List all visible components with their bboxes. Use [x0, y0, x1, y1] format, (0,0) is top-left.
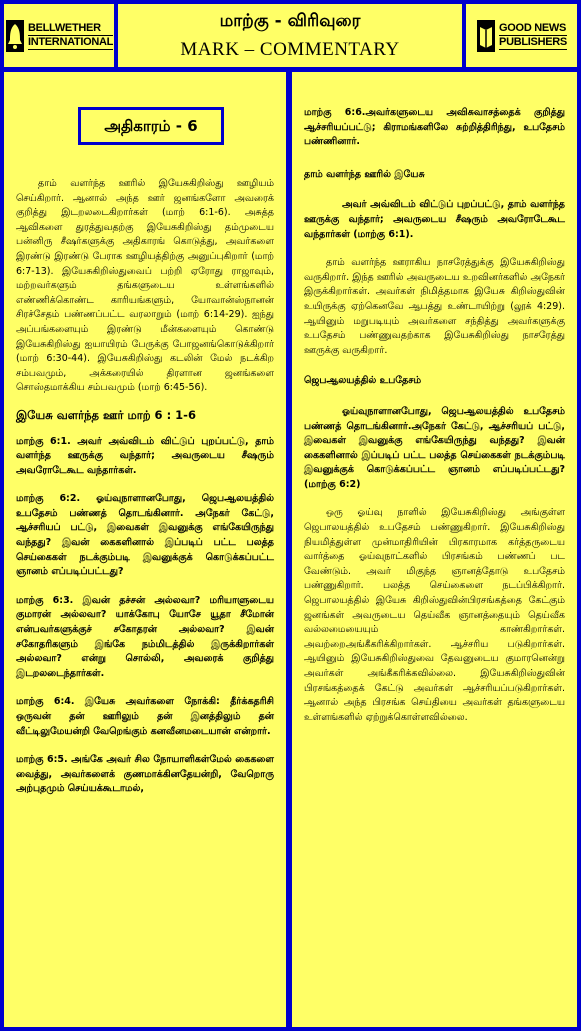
quote-mark-6-2: ஓய்வுநாளானபோது, ஜெபஆலயத்தில் உபதேசம் பண்ணத் தொடங்கினார்.அநேகர் கேட்டு, ஆச்சரியப் பட்டு, இவைகள் இவனுக்கு எங்கேயிருந்து வந்தது? இவன் கைகளினால் இப்படிப் பட்ட பலத்த செய்கைகள் நடக்கும்படி இவனுக்குக் கொடுக்கப்பட்ட ஞானம் எப்படிப்பட்டது? (மாற்கு 6:2) — [304, 405, 565, 490]
bellwether-logo-line1: BELLWETHER — [28, 22, 113, 36]
verse-6-3: மாற்கு 6:3. இவன் தச்சன் அல்லவா? மரியாளுடைய குமாரன் அல்லவா? யாக்கோபு யோசே யூதா சீமோன் என்பவர்களுக்குச் சகோதரன் அல்லவா? இவன் சகோதரிகளும் இங்கே நம்மிடத்தில் இருக்கிறார்கள் அல்லவா? என்று சொல்லி, அவரைக் குறித்து இடறலடைந்தார்கள். — [16, 594, 274, 679]
good-news-logo-line2: PUBLISHERS — [499, 35, 567, 48]
bellwether-logo — [4, 4, 114, 67]
quote-mark-6-1: அவர் அவ்விடம் விட்டுப் புறப்பட்டு, தாம் வளர்ந்த ஊருக்கு வந்தார்; அவருடைய சீஷரும் அவரோடேகூட வந்தார்கள் (மாற்கு 6:1). — [304, 199, 565, 240]
verse-6-5: மாற்கு 6:5. அங்கே அவர் சில நோயாளிகள்மேல் கைகளை வைத்து, அவர்களைக் குணமாக்கினதேயன்றி, வேறொரு அற்புதமும் செய்யக்கூடாமல், — [16, 754, 274, 795]
bell-icon — [5, 19, 25, 53]
good-news-logo — [466, 4, 577, 67]
hometown-paragraph: தாம் வளர்ந்த ஊராகிய நாசரேத்துக்கு இயேசுகிறிஸ்து வருகிறார். இந்த ஊரில் அவருடைய உறவினர்களில் அநேகர் இருக்கிறார்கள். அவர்கள் நிமித்தமாக இயேசு கிறிஸ்துவின் உயிருக்கு ஏற்கெனவே ஆபத்து உண்டாயிற்று (லூக் 4:29). ஆயினும் மறுபடியும் அவர்களை சந்தித்து அவர்களுக்கு உபதேசம் பண்ணுவதற்காக இயேசுகிறிஸ்து நாசரேத்து ஊருக்கு வருகிறார். — [304, 257, 565, 356]
heading-synagogue: ஜெபஆலயத்தில் உபதேசம் — [304, 375, 422, 387]
title-tamil: மாற்கு - விரிவுரை — [219, 11, 361, 31]
verse-6-6: மாற்கு 6:6.அவர்களுடைய அவிசுவாசத்தைக் குறித்து ஆச்சரியப்பட்டு; கிராமங்களிலே சுற்றித்திரிந்து, உபதேசம் பண்ணினார். — [304, 107, 565, 148]
left-column — [4, 72, 286, 1027]
section-title: இயேசு வளர்ந்த ஊர் மாற் 6 : 1-6 — [16, 407, 196, 422]
good-news-logo-line1: GOOD NEWS — [499, 21, 567, 34]
book-icon — [476, 19, 496, 53]
chapter-label: அதிகாரம் - 6 — [78, 107, 224, 145]
heading-hometown: தாம் வளர்ந்த ஊரில் இயேசு — [304, 168, 425, 180]
verse-6-2: மாற்கு 6:2. ஓய்வுநாளானபோது, ஜெபஆலயத்தில் உபதேசம் பண்ணத் தொடங்கினார். அநேகர் கேட்டு, ஆச்சரியப் பட்டு, இவைகள் இவனுக்கு எங்கேயிருந்து வந்தது? இவன் கைகளினால் இப்படிப் பட்ட பலத்த செய்கைகள் நடக்கும்படி இவனுக்குக் கொடுக்கப்பட்ட ஞானம் எப்படிப்பட்டது? — [16, 493, 274, 578]
verse-6-1: மாற்கு 6:1. அவர் அவ்விடம் விட்டுப் புறப்பட்டு, தாம் வளர்ந்த ஊருக்கு வந்தார்; அவருடைய சீஷரும் அவரோடேகூட வந்தார்கள். — [16, 435, 274, 476]
intro-paragraph: தாம் வளர்ந்த ஊரில் இயேசுகிறிஸ்து ஊழியம் செய்கிறார். ஆனால் அந்த ஊர் ஜனங்களோ அவரைக் குறித்து இடறலடைகிறார்கள் (மாற் 6:1-6). அசுத்த ஆவிகளை துரத்துவதற்கு இயேசுகிறிஸ்து தம்முடைய பன்னிரு சீஷர்களுக்கு அதிகாரங் கொடுத்து, அவர்களை இரண்டு இரண்டு பேராக ஊழியத்திற்கு அனுப்புகிறார் (மாற் 6:7-13). இயேசுகிறிஸ்துவைப் பற்றி ஏரோது ராஜாவும், மற்றவர்களும் தங்களுடைய உள்ளங்களில் எண்ணிக்கொண்ட காரியங்களும், யோவான்ஸ்நானன் சிரச்சேதம் பண்ணப்பட்ட வரலாறும் (மாற் 6:14-29). ஐந்து அப்பங்களையும் இரண்டு மீன்களையும் கொண்டு இயேசுகிறிஸ்து ஐயாயிரம் பேருக்கு போஜனங்கொடுக்கிறார் (மாற் 6:30-44). இயேசுகிறிஸ்து கடலின் மேல் நடக்கிற சம்பவமும், அக்கரையில் திரளான ஜனங்களை சொஸ்தமாக்கிய சம்பவமும் (மாற் 6:45-56). — [16, 178, 274, 394]
right-column — [292, 72, 577, 1027]
title-english: MARK – COMMENTARY — [180, 39, 400, 60]
synagogue-paragraph: ஒரு ஓய்வு நாளில் இயேசுகிறிஸ்து அங்குள்ள ஜெபாலயத்தில் உபதேசம் பண்ணுகிறார். இயேசுகிறிஸ்து நியமித்துள்ள முன்மாதிரியின் பிரகாரமாக கர்த்தருடைய வார்த்தை ஓய்வுநாட்களில் பிரசங்கம் பண்ணப் பட வேண்டும். அவர் மிகுந்த ஞானத்தோடு உபதேசம் பண்ணுகிறார். பலத்த செய்கைளை நடப்பிக்கிறார். ஜெபாலயத்தில் இயேசு கிறிஸ்துவின்பிரசங்கத்தை கேட்கும் ஜனங்கள் அவருடைய தெய்வீக ஞானத்தையும் தெய்வீக வல்லமையையும் காண்கிறார்கள். அவற்றைஅங்கீகரிக்கிறார்கள். ஆச்சரிய படுகிறார்கள். ஆயினும் இயேசுகிறிஸ்துவை தேவனுடைய குமாரனென்று அவர்கள் அங்கீகரிக்கவில்லை. இயேசுகிறிஸ்துவின் பிரசங்கத்தைக் கேட்டு அவர்கள் ஆச்சரியப்படுகிறார்கள். ஆனால் அந்த பிரசங்க செய்தியை அவர்கள் தங்களுடைய உள்ளங்களில் ஏற்றுக்கொள்ளவில்லை. — [304, 507, 565, 723]
title-banner — [118, 4, 462, 67]
bellwether-logo-line2: INTERNATIONAL — [27, 35, 114, 48]
verse-6-4: மாற்கு 6:4. இயேசு அவர்களை நோக்கி: தீர்க்கதரிசி ஒருவன் தன் ஊரிலும் தன் இனத்திலும் தன் வீட்டிலுமேயன்றி வேறெங்கும் கனவீனமடையான் என்றார். — [16, 696, 274, 737]
